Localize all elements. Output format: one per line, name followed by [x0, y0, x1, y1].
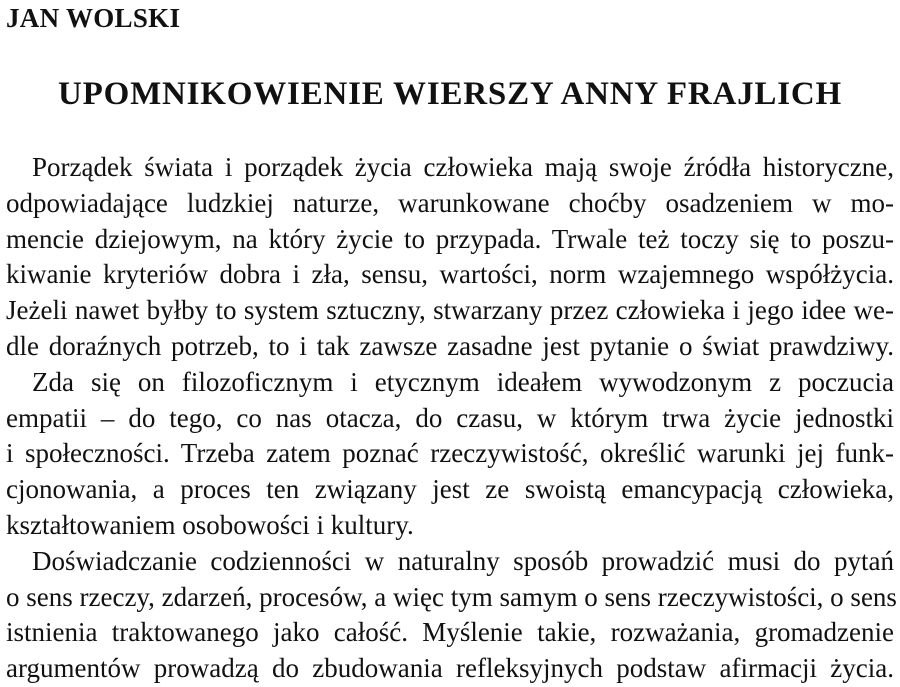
text-line: istnienia traktowanego jako całość. Myślenie takie, rozważania, gromadzenie [6, 617, 894, 648]
text-line: mencie dziejowym, na który życie to przypada. Trwale też toczy się to poszu- [6, 223, 894, 254]
article-body [6, 150, 897, 687]
text-line: empatii – do tego, co nas otacza, do czasu, w którym trwa życie jednostki [6, 402, 894, 433]
text-line: o sens rzeczy, zdarzeń, procesów, a więc tym samym o sens rzeczywistości, o sens [6, 581, 897, 612]
paragraph [6, 150, 894, 365]
text-line: i społeczności. Trzeba zatem poznać rzeczywistość, określić warunki jej funk- [6, 438, 894, 469]
text-line: Jeżeli nawet byłby to system sztuczny, stwarzany przez człowieka i jego idee we- [6, 295, 894, 326]
article-title: UPOMNIKOWIENIE WIERSZY ANNY FRAJLICH [58, 76, 842, 112]
text-line: Doświadczanie codzienności w naturalny sposób prowadzić musi do pytań [32, 545, 894, 576]
text-line: cjonowania, a proces ten związany jest ze swoistą emancypacją człowieka, [6, 474, 894, 505]
text-line: odpowiadające ludzkiej naturze, warunkowane choćby osadzeniem w mo- [6, 187, 894, 218]
author-name: JAN WOLSKI [6, 3, 181, 33]
paragraph [6, 544, 897, 687]
text-line: kształtowaniem osobowości i kultury. [6, 509, 414, 540]
text-line: dle doraźnych potrzeb, to i tak zawsze zasadne jest pytanie o świat prawdziwy. [6, 330, 894, 361]
text-line: argumentów prowadzą do zbudowania refleksyjnych podstaw afirmacji życia. [6, 653, 894, 684]
paragraph [6, 365, 894, 544]
text-line: Porządek świata i porządek życia człowieka mają swoje źródła historyczne, [32, 152, 894, 182]
text-line: kiwanie kryteriów dobra i zła, sensu, wartości, norm wzajemnego współżycia. [6, 259, 894, 290]
text-line: Zda się on filozoficznym i etycznym ideałem wywodzonym z poczucia [32, 366, 894, 397]
